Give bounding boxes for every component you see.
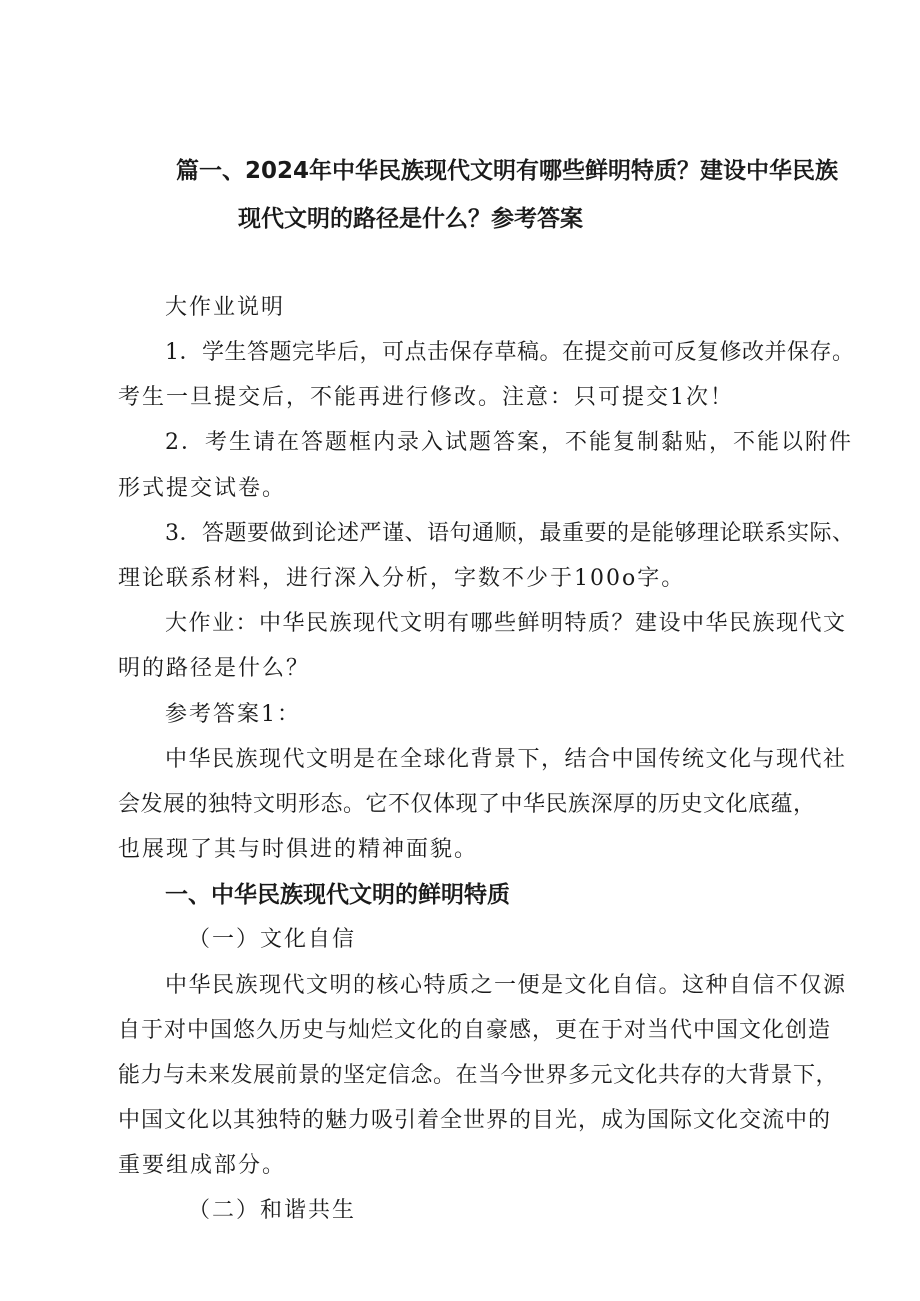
instructions-heading: 大作业说明 (165, 295, 286, 320)
assignment-line-2: 明的路径是什么？ (118, 656, 311, 681)
subsection-1-line-4: 中国文化以其独特的魅力吸引着全世界的目光，成为国际文化交流中的 (118, 1108, 832, 1133)
instruction-item-3-line-2: 理论联系材料，进行深入分析，字数不少于100o字。 (118, 566, 686, 591)
answer-label: 参考答案1： (165, 702, 301, 727)
instruction-item-2-line-2: 形式提交试卷。 (118, 476, 287, 501)
subsection-1-line-2: 自于对中国悠久历史与灿烂文化的自豪感，更在于对当代中国文化创造 (118, 1018, 832, 1043)
subsection-2-heading: （二）和谐共生 (188, 1198, 357, 1223)
subsection-1-line-1: 中华民族现代文明的核心特质之一便是文化自信。这种自信不仅源 (165, 973, 847, 998)
instruction-item-3-line-1: 3．答题要做到论述严谨、语句通顺，最重要的是能够理论联系实际、 (165, 521, 855, 546)
answer-intro-line-2: 会发展的独特文明形态。它不仅体现了中华民族深厚的历史文化底蕴， (118, 792, 816, 817)
document-title-line-1: 篇一、2024年中华民族现代文明有哪些鲜明特质？建设中华民族 (176, 158, 839, 184)
section-1-heading: 一、中华民族现代文明的鲜明特质 (165, 882, 510, 908)
subsection-1-line-5: 重要组成部分。 (118, 1153, 287, 1178)
document-title-line-2: 现代文明的路径是什么？参考答案 (238, 206, 583, 232)
instruction-item-1-line-1: 1．学生答题完毕后，可点击保存草稿。在提交前可反复修改并保存。 (165, 340, 855, 365)
instruction-item-2-line-1: 2．考生请在答题框内录入试题答案，不能复制黏贴，不能以附件 (165, 430, 853, 455)
subsection-1-heading: （一）文化自信 (188, 927, 357, 952)
answer-intro-line-1: 中华民族现代文明是在全球化背景下，结合中国传统文化与现代社 (165, 747, 847, 772)
assignment-line-1: 大作业：中华民族现代文明有哪些鲜明特质？建设中华民族现代文 (165, 611, 847, 636)
answer-intro-line-3: 也展现了其与时俱进的精神面貌。 (118, 837, 479, 862)
subsection-1-line-3: 能力与未来发展前景的坚定信念。在当今世界多元文化共存的大背景下， (118, 1063, 839, 1088)
instruction-item-1-line-2: 考生一旦提交后，不能再进行修改。注意：只可提交1次！ (118, 385, 734, 410)
